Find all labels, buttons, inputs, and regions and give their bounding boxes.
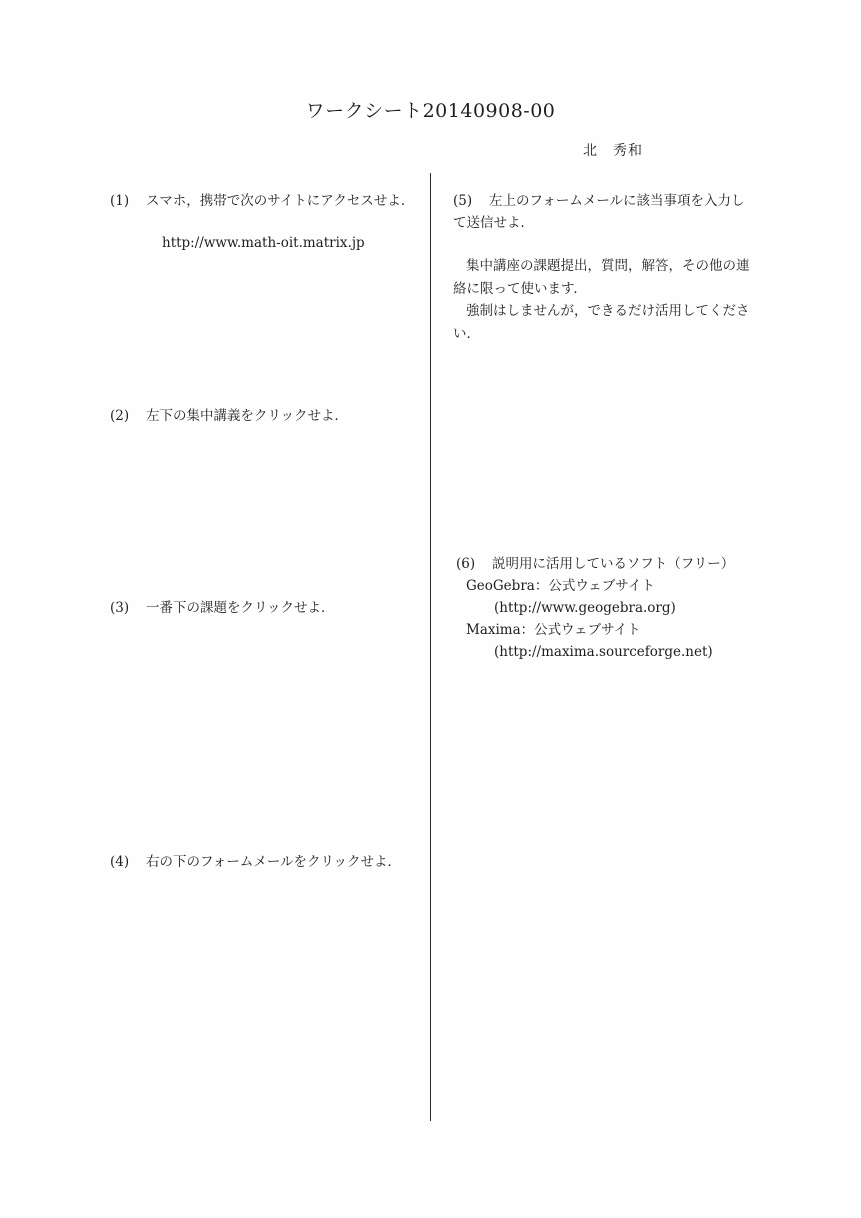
question-1 [110, 190, 414, 212]
question-6-number: (6) [456, 556, 476, 572]
maxima-url[interactable]: (http://maxima.sourceforge.net) [494, 644, 713, 660]
site-url[interactable]: http://www.math-oit.matrix.jp [162, 235, 365, 251]
question-4 [110, 851, 401, 873]
question-4-text: 右の下のフォームメールをクリックせよ． [146, 854, 402, 870]
question-3-number: (3) [110, 600, 130, 616]
column-divider [430, 173, 431, 1121]
question-6 [456, 553, 734, 575]
question-1-number: (1) [110, 193, 130, 209]
question-2-number: (2) [110, 408, 130, 424]
question-1-text: スマホ，携帯で次のサイトにアクセスせよ． [146, 193, 415, 209]
question-3 [110, 597, 334, 619]
question-3-text: 一番下の課題をクリックせよ． [146, 600, 335, 616]
note-1-line1: 集中講座の課題提出，質問，解答，その他の連 [466, 258, 750, 274]
maxima-line: Maxima：公式ウェブサイト [466, 622, 641, 638]
page-title: ワークシート20140908-00 [305, 100, 556, 122]
geogebra-url[interactable]: (http://www.geogebra.org) [494, 600, 676, 616]
question-5 [453, 190, 763, 234]
question-5-line1: 左上のフォームメールに該当事項を入力し [489, 193, 745, 209]
question-5-line2: て送信せよ． [453, 215, 534, 231]
question-2 [110, 405, 348, 427]
question-2-text: 左下の集中講義をクリックせよ． [146, 408, 348, 424]
note-1-line2: 絡に限って使います． [453, 280, 587, 297]
note-2-line1: 強制はしませんが，できるだけ活用してくださ [466, 303, 750, 319]
geogebra-line: GeoGebra：公式ウェブサイト [466, 578, 655, 594]
author-name: 北 秀和 [583, 143, 643, 159]
question-5-number: (5) [453, 193, 473, 209]
question-5-note-1 [453, 255, 763, 345]
question-6-text: 説明用に活用しているソフト（フリー） [492, 556, 735, 572]
question-4-number: (4) [110, 854, 130, 870]
note-2-line2: い． [453, 325, 480, 342]
